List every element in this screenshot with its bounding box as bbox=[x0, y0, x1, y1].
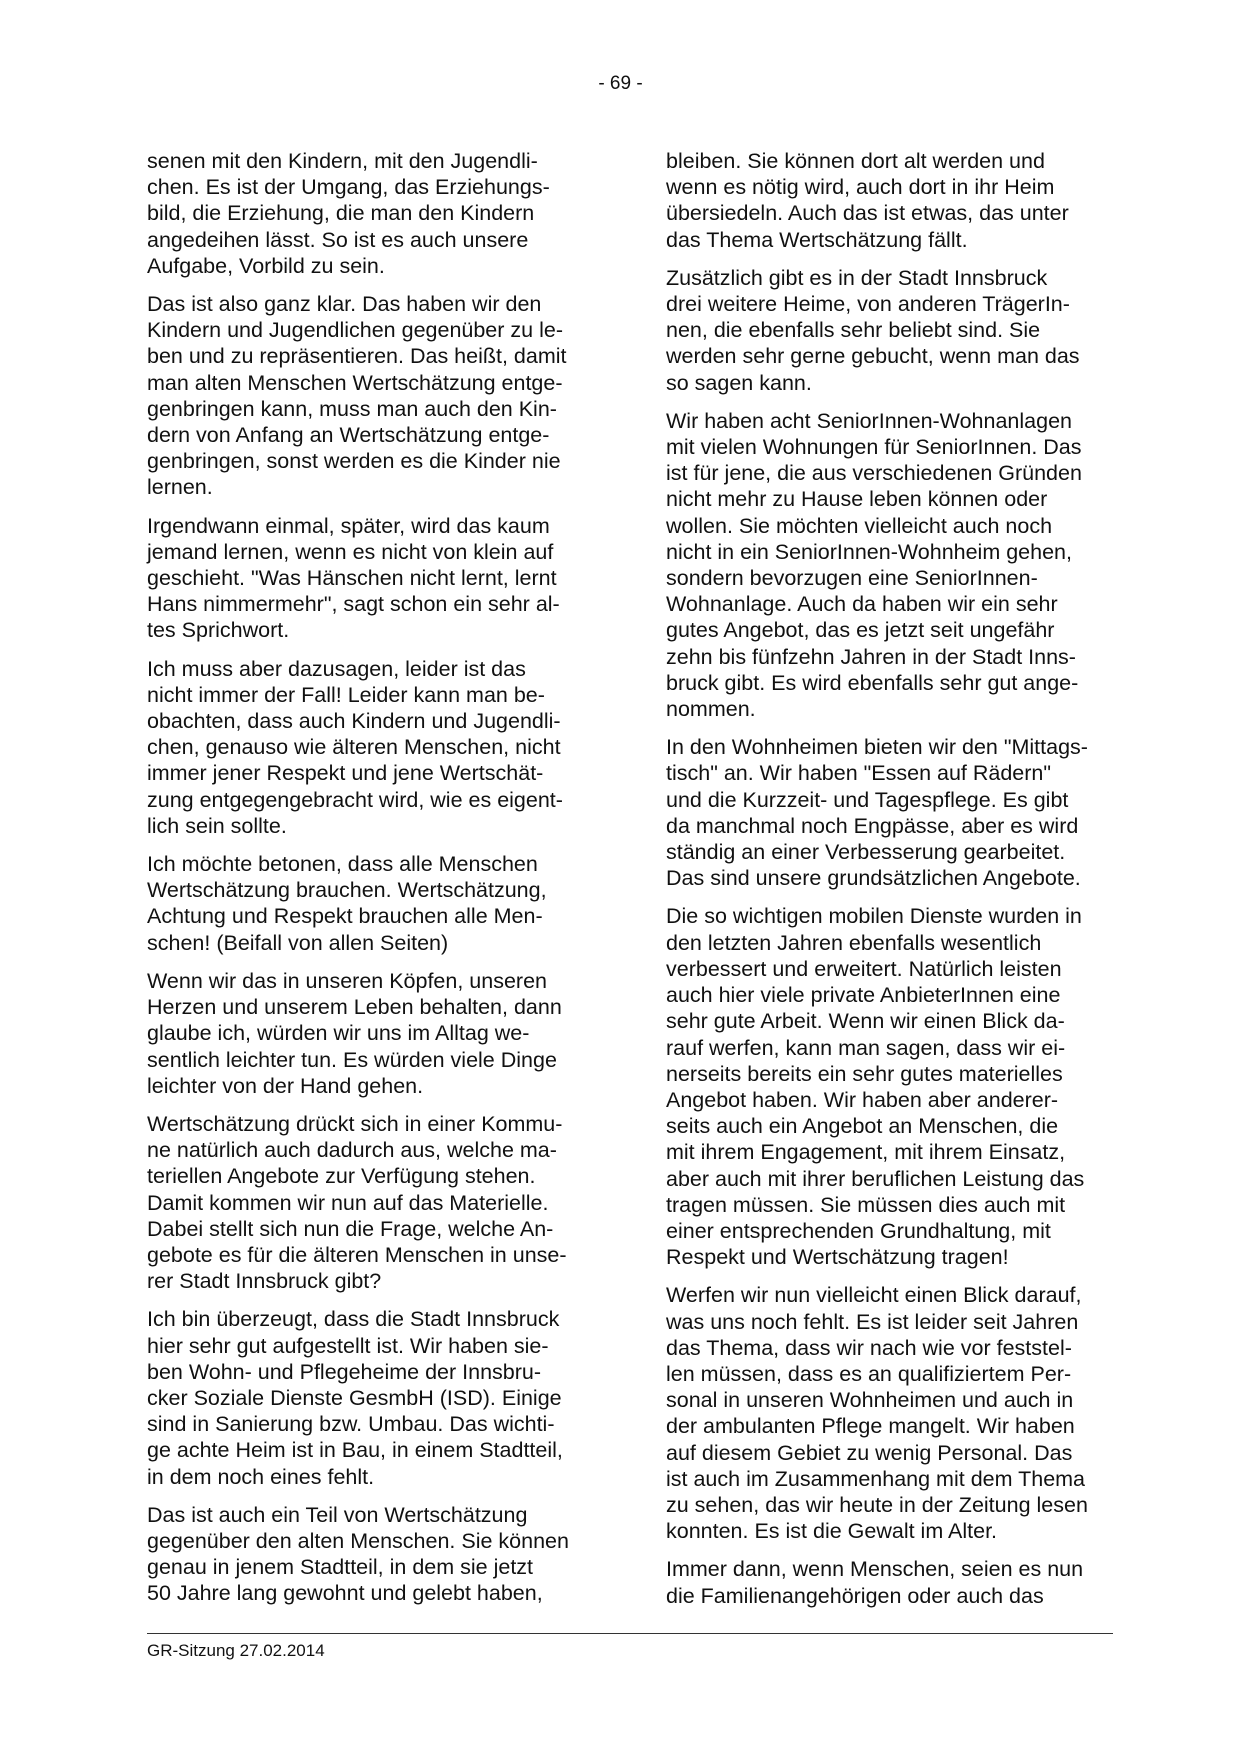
text-line: len müssen, dass es an qualifiziertem Per- bbox=[666, 1361, 1072, 1386]
text-line: gegenüber den alten Menschen. Sie können bbox=[147, 1528, 569, 1553]
text-line: bleiben. Sie können dort alt werden und bbox=[666, 149, 1045, 173]
text-line: hier sehr gut aufgestellt ist. Wir haben sie- bbox=[147, 1333, 549, 1358]
text-line: obachten, dass auch Kindern und Jugendli- bbox=[147, 709, 561, 734]
left-column bbox=[147, 148, 595, 1619]
paragraph bbox=[147, 1306, 595, 1489]
text-line: zu sehen, das wir heute in der Zeitung lesen bbox=[666, 1492, 1088, 1517]
text-line: cker Soziale Dienste GesmbH (ISD). Einige bbox=[147, 1385, 562, 1410]
right-column bbox=[666, 148, 1114, 1621]
paragraph bbox=[666, 903, 1114, 1270]
text-line: ist für jene, die aus verschiedenen Gründen bbox=[666, 461, 1082, 486]
text-line: Wertschätzung drückt sich in einer Kommu- bbox=[147, 1111, 563, 1136]
text-line: Wertschätzung brauchen. Wertschätzung, bbox=[147, 878, 547, 903]
text-line: ist auch im Zusammenhang mit dem Thema bbox=[666, 1466, 1086, 1491]
text-line: Wohnanlage. Auch da haben wir ein sehr bbox=[666, 592, 1058, 617]
text-line: In den Wohnheimen bieten wir den "Mittags- bbox=[666, 735, 1088, 760]
text-line: sonal in unseren Wohnheimen und auch in bbox=[666, 1388, 1074, 1413]
text-line: chen. Es ist der Umgang, das Erziehungs- bbox=[147, 175, 550, 200]
text-line: der ambulanten Pflege mangelt. Wir haben bbox=[666, 1414, 1075, 1439]
text-line: lich sein sollte. bbox=[147, 813, 287, 838]
text-line: Zusätzlich gibt es in der Stadt Innsbruck bbox=[666, 265, 1048, 290]
text-line: aber auch mit ihrer beruflichen Leistung das bbox=[666, 1166, 1085, 1191]
text-line: lernen. bbox=[147, 475, 213, 500]
paragraph bbox=[147, 513, 595, 644]
text-line: man alten Menschen Wertschätzung entge- bbox=[147, 370, 563, 395]
text-line: glaube ich, würden wir uns im Alltag we- bbox=[147, 1021, 530, 1046]
text-line: Ich muss aber dazusagen, leider ist das bbox=[147, 656, 526, 681]
text-line: werden sehr gerne gebucht, wenn man das bbox=[666, 344, 1080, 369]
text-line: genau in jenem Stadtteil, in dem sie jetzt bbox=[147, 1555, 534, 1580]
text-line: chen, genauso wie älteren Menschen, nicht bbox=[147, 735, 561, 760]
text-line: Das sind unsere grundsätzlichen Angebote. bbox=[666, 866, 1081, 891]
text-line: auch hier viele private AnbieterInnen eine bbox=[666, 983, 1061, 1008]
text-line: Ich möchte betonen, dass alle Menschen bbox=[147, 852, 538, 877]
paragraph bbox=[147, 851, 595, 956]
text-line: Dabei stellt sich nun die Frage, welche An- bbox=[147, 1216, 554, 1241]
text-line: Respekt und Wertschätzung tragen! bbox=[666, 1245, 1009, 1270]
text-line: übersiedeln. Auch das ist etwas, das unter bbox=[666, 201, 1069, 226]
text-line: Die so wichtigen mobilen Dienste wurden in bbox=[666, 904, 1082, 929]
text-line: gutes Angebot, das es jetzt seit ungefähr bbox=[666, 618, 1055, 643]
text-line: mit vielen Wohnungen für SeniorInnen. Das bbox=[666, 435, 1082, 460]
text-line: ge achte Heim ist in Bau, in einem Stadtteil, bbox=[147, 1438, 563, 1463]
text-line: Angebot haben. Wir haben aber anderer- bbox=[666, 1087, 1059, 1112]
paragraph bbox=[666, 148, 1114, 253]
text-line: nicht in ein SeniorInnen-Wohnheim gehen, bbox=[666, 539, 1072, 564]
text-line: und die Kurzzeit- und Tagespflege. Es gibt bbox=[666, 787, 1069, 812]
text-line: drei weitere Heime, von anderen TrägerIn- bbox=[666, 292, 1070, 317]
text-line: sehr gute Arbeit. Wenn wir einen Blick da- bbox=[666, 1009, 1065, 1034]
text-line: Aufgabe, Vorbild zu sein. bbox=[147, 253, 385, 278]
text-line: so sagen kann. bbox=[666, 370, 812, 395]
text-line: nicht immer der Fall! Leider kann man be- bbox=[147, 682, 545, 707]
text-line: jemand lernen, wenn es nicht von klein auf bbox=[147, 539, 554, 564]
text-line: teriellen Angebote zur Verfügung stehen. bbox=[147, 1164, 536, 1189]
text-line: ben Wohn- und Pflegeheime der Innsbru- bbox=[147, 1359, 542, 1384]
text-line: bruck gibt. Es wird ebenfalls sehr gut ange- bbox=[666, 670, 1079, 695]
text-line: Das ist auch ein Teil von Wertschätzung bbox=[147, 1502, 528, 1527]
paragraph bbox=[666, 265, 1114, 396]
footer-session-date: GR-Sitzung 27.02.2014 bbox=[147, 1641, 325, 1660]
text-line: geschieht. "Was Hänschen nicht lernt, lernt bbox=[147, 566, 557, 591]
footer-divider bbox=[147, 1633, 1113, 1634]
text-line: Wenn wir das in unseren Köpfen, unseren bbox=[147, 968, 547, 993]
text-line: in dem noch eines fehlt. bbox=[147, 1464, 375, 1489]
text-line: nommen. bbox=[666, 697, 756, 722]
text-line: Damit kommen wir nun auf das Materielle. bbox=[147, 1190, 549, 1215]
text-line: sind in Sanierung bzw. Umbau. Das wichti- bbox=[147, 1412, 555, 1437]
text-line: 50 Jahre lang gewohnt und gelebt haben, bbox=[147, 1581, 543, 1606]
paragraph bbox=[147, 1111, 595, 1294]
text-line: immer jener Respekt und jene Wertschät- bbox=[147, 761, 544, 786]
text-line: ben und zu repräsentieren. Das heißt, damit bbox=[147, 344, 567, 369]
text-line: Hans nimmermehr", sagt schon ein sehr al- bbox=[147, 592, 560, 617]
text-line: verbessert und erweitert. Natürlich leisten bbox=[666, 956, 1062, 981]
text-line: rer Stadt Innsbruck gibt? bbox=[147, 1269, 382, 1294]
text-line: seits auch ein Angebot an Menschen, die bbox=[666, 1114, 1059, 1139]
text-line: genbringen kann, muss man auch den Kin- bbox=[147, 396, 557, 421]
text-line: ne natürlich auch dadurch aus, welche ma- bbox=[147, 1138, 557, 1163]
text-line: tragen müssen. Sie müssen dies auch mit bbox=[666, 1192, 1066, 1217]
text-line: Irgendwann einmal, später, wird das kaum bbox=[147, 513, 550, 538]
text-line: auf diesem Gebiet zu wenig Personal. Das bbox=[666, 1440, 1073, 1465]
text-line: angedeihen lässt. So ist es auch unsere bbox=[147, 227, 529, 252]
text-line: sondern bevorzugen eine SeniorInnen- bbox=[666, 566, 1038, 591]
text-line: den letzten Jahren ebenfalls wesentlich bbox=[666, 930, 1042, 955]
text-line: Das ist also ganz klar. Das haben wir den bbox=[147, 292, 542, 317]
text-line: da manchmal noch Engpässe, aber es wird bbox=[666, 813, 1079, 838]
text-line: dern von Anfang an Wertschätzung entge- bbox=[147, 423, 550, 448]
text-line: das Thema, dass wir nach wie vor feststel- bbox=[666, 1335, 1072, 1360]
text-line: rauf werfen, kann man sagen, dass wir ei- bbox=[666, 1035, 1066, 1060]
text-line: senen mit den Kindern, mit den Jugendli- bbox=[147, 149, 538, 173]
paragraph bbox=[147, 148, 595, 279]
text-line: schen! (Beifall von allen Seiten) bbox=[147, 930, 449, 955]
paragraph bbox=[147, 968, 595, 1099]
text-line: mit ihrem Engagement, mit ihrem Einsatz, bbox=[666, 1140, 1066, 1165]
paragraph bbox=[666, 1282, 1114, 1544]
text-line: nen, die ebenfalls sehr beliebt sind. Sie bbox=[666, 318, 1041, 343]
text-line: konnten. Es ist die Gewalt im Alter. bbox=[666, 1519, 998, 1544]
text-line: ständig an einer Verbesserung gearbeitet. bbox=[666, 840, 1066, 865]
text-line: zehn bis fünfzehn Jahren in der Stadt Inns- bbox=[666, 644, 1076, 669]
text-line: das Thema Wertschätzung fällt. bbox=[666, 227, 968, 252]
text-line: nicht mehr zu Hause leben können oder bbox=[666, 487, 1048, 512]
text-line: tisch" an. Wir haben "Essen auf Rädern" bbox=[666, 761, 1052, 786]
paragraph bbox=[147, 291, 595, 501]
text-line: Ich bin überzeugt, dass die Stadt Innsbruck bbox=[147, 1307, 560, 1332]
text-line: tes Sprichwort. bbox=[147, 618, 290, 643]
text-line: Werfen wir nun vielleicht einen Blick darauf, bbox=[666, 1283, 1082, 1308]
text-line: die Familienangehörigen oder auch das bbox=[666, 1583, 1044, 1608]
text-line: wenn es nötig wird, auch dort in ihr Heim bbox=[666, 175, 1055, 200]
text-line: sentlich leichter tun. Es würden viele Dinge bbox=[147, 1047, 557, 1072]
paragraph bbox=[666, 734, 1114, 891]
text-line: Wir haben acht SeniorInnen-Wohnanlagen bbox=[666, 408, 1072, 433]
text-line: Kindern und Jugendlichen gegenüber zu le- bbox=[147, 318, 563, 343]
text-line: nerseits bereits ein sehr gutes materielles bbox=[666, 1061, 1063, 1086]
paragraph bbox=[666, 408, 1114, 722]
text-line: einer entsprechenden Grundhaltung, mit bbox=[666, 1218, 1051, 1243]
text-line: leichter von der Hand gehen. bbox=[147, 1073, 424, 1098]
paragraph bbox=[147, 656, 595, 839]
text-line: Achtung und Respekt brauchen alle Men- bbox=[147, 904, 543, 929]
text-line: Immer dann, wenn Menschen, seien es nun bbox=[666, 1557, 1084, 1582]
text-line: was uns noch fehlt. Es ist leider seit Jahren bbox=[666, 1309, 1079, 1334]
paragraph bbox=[666, 1556, 1114, 1608]
text-line: bild, die Erziehung, die man den Kindern bbox=[147, 201, 535, 226]
text-line: zung entgegengebracht wird, wie es eigent- bbox=[147, 787, 563, 812]
text-line: Herzen und unserem Leben behalten, dann bbox=[147, 995, 562, 1020]
text-line: gebote es für die älteren Menschen in unse- bbox=[147, 1242, 567, 1267]
text-line: wollen. Sie möchten vielleicht auch noch bbox=[666, 513, 1053, 538]
text-line: genbringen, sonst werden es die Kinder nie bbox=[147, 449, 561, 474]
paragraph bbox=[147, 1502, 595, 1607]
page-number: - 69 - bbox=[598, 73, 643, 94]
